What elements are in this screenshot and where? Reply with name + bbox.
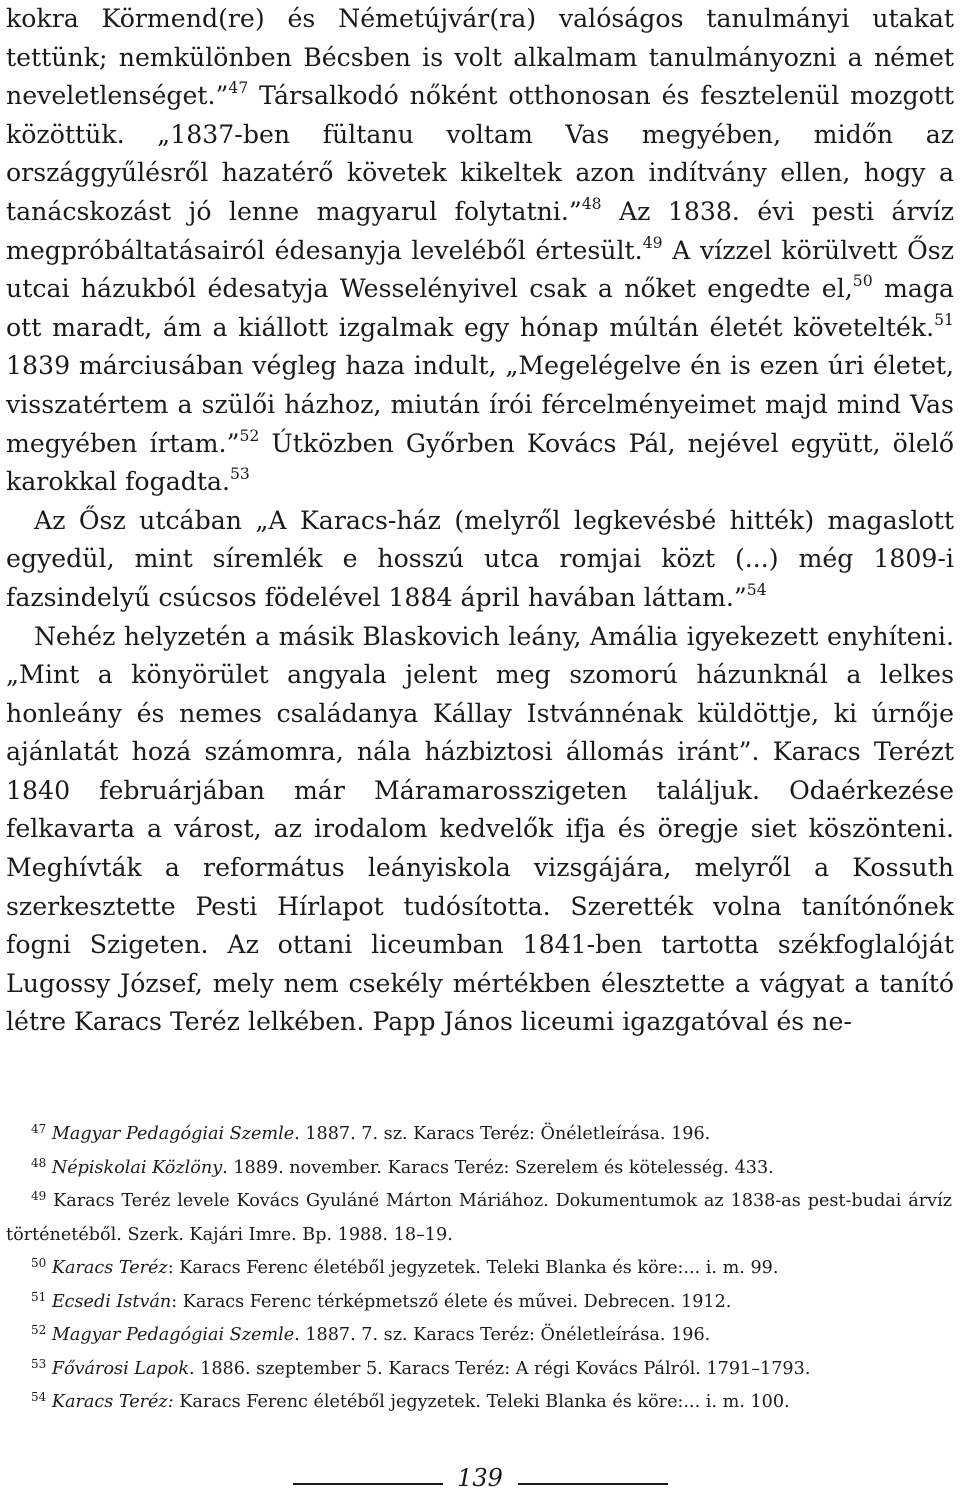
footnote-ref-51[interactable]: 51 [934, 310, 954, 329]
footnote-number: 54 [31, 1390, 47, 1405]
main-text [6, 0, 954, 1042]
text-run: A vízzel körülvett Ősz utcai házukból édesatyja Wesselényivel csak a nőket engedte el, [6, 235, 954, 304]
footnote-47 [6, 1118, 952, 1152]
footnote-ref-50[interactable]: 50 [852, 272, 873, 291]
footnotes [6, 1118, 952, 1420]
footer-rule-right [518, 1483, 668, 1485]
footnote-source: Karacs Teréz: [51, 1392, 174, 1412]
footnote-number: 53 [31, 1356, 47, 1371]
footnote-number: 49 [31, 1189, 47, 1204]
paragraph-3: Nehéz helyzetén a másik Blaskovich leány, Amália igyekezett enyhíteni. „Mint a könyörület angyala jelent meg szomorú házunknál a lelkes honleány és nemes családanya Kállay Istvánnénak küldöttje, ki úrnője ajánlatát hozá számomra, nála házbiztosi állomás iránt”. Karacs Terézt 1840 februárjában már Máramarosszigeten találjuk. Odaérkezése felkavarta a várost, az irodalom kedvelők ifja és öregje siet köszönteni. Meghívták a református leányiskola vizsgájára, melyről a Kossuth szerkesztette Pesti Hírlapot tudósította. Szerették volna tanítónőnek fogni Szigeten. Az ottani liceumban 1841-ben tartotta székfoglalóját Lugossy József, mely nem csekély mértékben élesztette a vágyat a tanító létre Karacs Teréz lelkében. Papp János liceumi igazgatóval és ne- [6, 621, 954, 1037]
footer-rule-left [293, 1483, 443, 1485]
footnote-53 [6, 1353, 952, 1387]
text-run: Az Ősz utcában „A Karacs-ház (melyről legkevésbé hitték) magaslott egyedül, mint síremlék e hosszú utca romjai közt (...) még 1809-i fazsindelyű csúcsos födelével 1884 ápril havában láttam.” [6, 505, 954, 612]
footnote-text: . 1889. november. Karacs Teréz: Szerelem és kötelesség. 433. [222, 1157, 774, 1178]
footnote-source: Ecsedi István [51, 1291, 172, 1312]
footnote-number: 47 [31, 1122, 47, 1137]
footnote-number: 48 [31, 1155, 47, 1170]
footnote-source: Magyar Pedagógiai Szemle [51, 1124, 295, 1144]
text-run: 1839 márciusában végleg haza indult, „Megelégelve én is ezen úri életet, visszatértem a szülői házhoz, miután írói fércelményeimet majd mind Vas megyében írtam.” [6, 351, 954, 458]
footnote-50 [6, 1252, 952, 1286]
text-run: Társalkodó nőként otthonosan és fesztelenül mozgott közöttük. „1837-ben fültanu voltam Vas megyében, midőn az országgyűlésről hazatérő követek kikeltek azon indítvány ellen, hogy a tanácskozást jó lenne magyarul folytatni.” [6, 81, 954, 226]
footnote-text: : Karacs Ferenc életéből jegyzetek. Teleki Blanka és köre:... i. m. 99. [167, 1258, 779, 1278]
footnote-text: Karacs Teréz levele Kovács Gyuláné Márton Máriához. Dokumentumok az 1838-as pest-budai árvíz történetéből. Szerk. Kajári Imre. Bp. 1988. 18–19. [6, 1191, 953, 1245]
footnote-ref-54[interactable]: 54 [746, 580, 767, 599]
footnote-source: Népiskolai Közlöny [51, 1157, 223, 1178]
footnote-text: . 1887. 7. sz. Karacs Teréz: Önéletleírása. 196. [294, 1325, 711, 1345]
footnote-source: Karacs Teréz [51, 1258, 168, 1278]
footnote-text: Karacs Ferenc életéből jegyzetek. Teleki Blanka és köre:... i. m. 100. [173, 1392, 790, 1412]
paragraph-1 [6, 0, 954, 502]
footnote-ref-52[interactable]: 52 [239, 426, 260, 445]
footnote-text: . 1886. szeptember 5. Karacs Teréz: A régi Kovács Pálról. 1791–1793. [188, 1358, 811, 1379]
footnote-number: 51 [31, 1289, 47, 1304]
footnote-ref-49[interactable]: 49 [642, 233, 663, 252]
footnote-source: Fővárosi Lapok [51, 1358, 189, 1379]
footnote-52 [6, 1319, 952, 1353]
footnote-ref-47[interactable]: 47 [228, 79, 249, 98]
footnote-text: . 1887. 7. sz. Karacs Teréz: Önéletleírása. 196. [294, 1124, 711, 1144]
footnote-49 [6, 1185, 952, 1252]
text-run: maga ott maradt, ám a kiállott izgalmak egy hónap múltán életét követelték. [6, 274, 954, 342]
text-run: Az 1838. évi pesti árvíz megpróbáltatásairól édesanyja leveléből értesült. [6, 196, 954, 265]
paragraph-2 [6, 502, 954, 618]
page-number: 139 [457, 1464, 503, 1492]
text-run: Útközben Győrben Kovács Pál, nejével együtt, ölelő karokkal fogadta. [6, 428, 955, 497]
footnote-source: Magyar Pedagógiai Szemle [51, 1325, 295, 1345]
page-footer [0, 1462, 960, 1502]
text-run: kokra Körmend(re) és Németújvár(ra) valóságos tanulmányi utakat tettünk; nemkülönben Bécsben is volt alkalmam tanulmányozni a német neveletlenséget.” [6, 4, 954, 111]
footnote-text: : Karacs Ferenc térképmetsző élete és művei. Debrecen. 1912. [171, 1291, 732, 1312]
footnote-48 [6, 1152, 952, 1186]
footnote-54 [6, 1386, 952, 1420]
footnote-ref-53[interactable]: 53 [229, 465, 250, 484]
footnote-number: 50 [31, 1256, 47, 1271]
footnote-51 [6, 1286, 952, 1320]
footnote-number: 52 [31, 1323, 47, 1338]
footnote-ref-48[interactable]: 48 [581, 195, 602, 214]
